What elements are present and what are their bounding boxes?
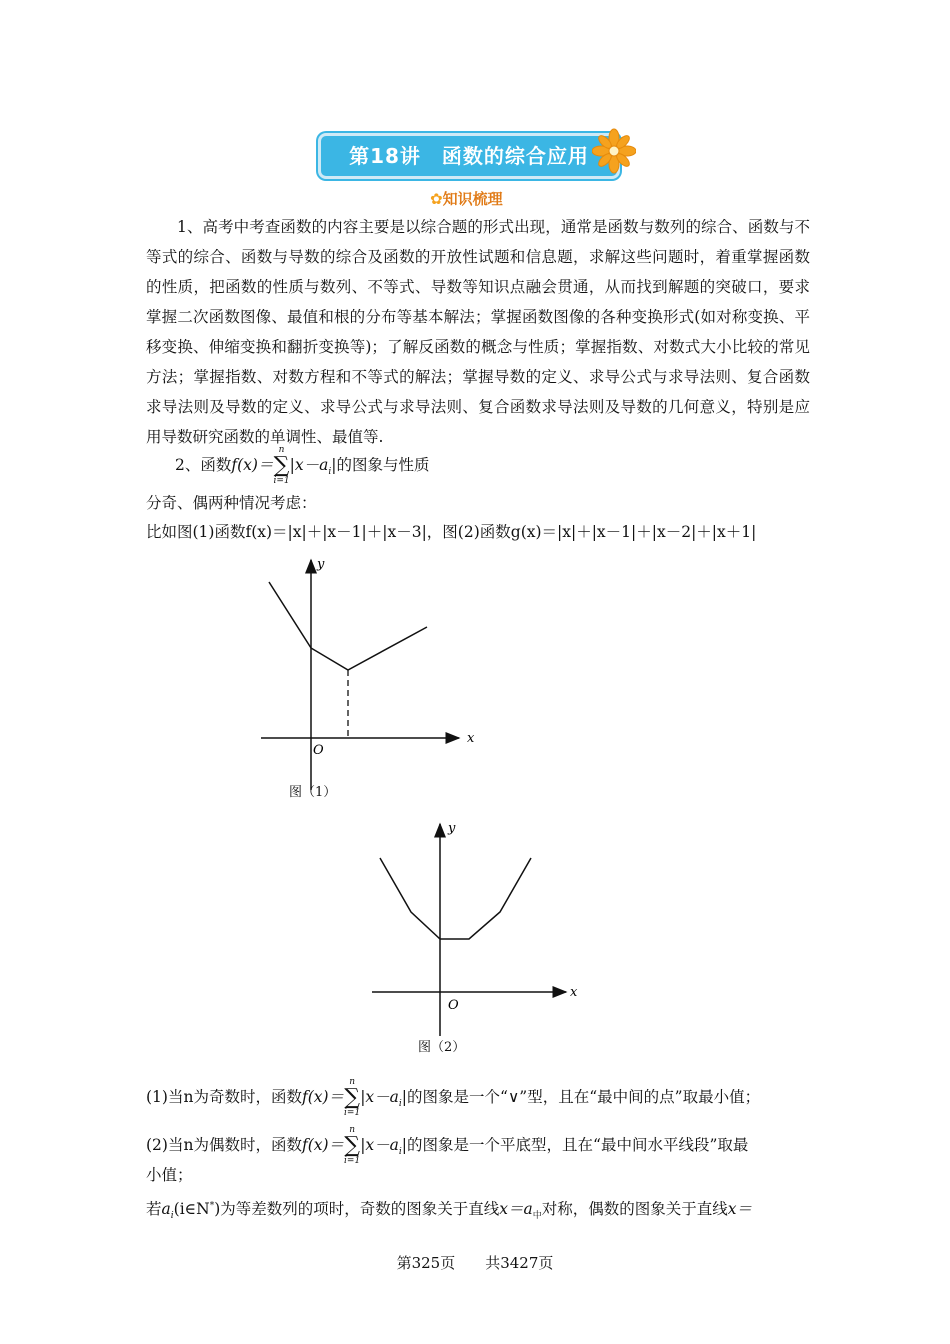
section-heading: ✿知识梳理 <box>430 190 503 208</box>
page-footer: 第325页 共3427页 <box>396 1254 554 1272</box>
origin-label: O <box>448 998 459 1013</box>
even-case-continued: 小值； <box>146 1166 193 1184</box>
sigma-symbol: n ∑ i=1 <box>344 1125 361 1166</box>
even-case-line: (2)当n为偶数时，函数f(x)＝ n ∑ i=1 $|x-a_i|$的图象是一个平底型，且在“最中间水平线段”取最 <box>146 1125 749 1166</box>
chapter-title-banner <box>318 133 620 179</box>
y-label: y <box>448 821 456 836</box>
y-label: y <box>317 557 325 572</box>
chapter-title: 第18讲 函数的综合应用 <box>349 144 589 168</box>
graph-curve <box>269 582 427 670</box>
x-label: x <box>467 731 475 746</box>
small-flower-icon: ✿ <box>430 190 443 208</box>
figure-1-caption: 图（1） <box>289 785 337 800</box>
sigma-symbol: n ∑ i=1 <box>344 1077 361 1118</box>
sigma-symbol: n ∑ i=1 <box>273 445 290 486</box>
figure-1-graph <box>255 550 485 800</box>
figure-2-graph <box>368 818 588 1043</box>
figure-2-caption: 图（2） <box>418 1040 466 1055</box>
cases-line: 分奇、偶两种情况考虑： <box>146 494 317 512</box>
odd-case-line: (1)当n为奇数时，函数f(x)＝ n ∑ i=1 $|x-a_i|$的图象是一个“∨”型，且在“最中间的点”取最小值； <box>146 1077 761 1118</box>
example-line: 比如图(1)函数f(x)＝|x|＋|x－1|＋|x－3|，图(2)函数g(x)＝|x|＋|x－1|＋|x－2|＋|x＋1| <box>146 523 757 541</box>
flower-icon <box>592 128 636 174</box>
item-2-line: 2、函数f(x)＝ n ∑ i=1 $|x-a_i|$的图象与性质 <box>175 445 430 486</box>
graph-curve <box>380 858 531 939</box>
x-label: x <box>570 985 578 1000</box>
origin-label: O <box>313 743 324 758</box>
arithmetic-sequence-line: 若$a_i(i\in N^*)$为等差数列的项时，奇数的图象关于直线$x=a_中$对称，偶数的图象关于直线x＝ <box>146 1200 753 1222</box>
paragraph-1: 1、高考中考查函数的内容主要是以综合题的形式出现，通常是函数与数列的综合、函数与不等式的综合、函数与导数的综合及函数的开放性试题和信息题，求解这些问题时，着重掌握函数的性质，把函数的性质与数列、不等式、导数等知识点融会贯通，从而找到解题的突破口，要求掌握二次函数图像、最值和根的分布等基本解法；掌握函数图像的各种变换形式(如对称变换、平移变换、伸缩变换和翻折变换等)；了解反函数的概念与性质；掌握指数、对数式大小比较的常见方法；掌握指数、对数方程和不等式的解法；掌握导数的定义、求导公式与求导法则、复合函数求导法则及导数的定义、求导公式与求导法则、复合函数求导法则及导数的几何意义，特别是应用导数研究函数的单调性、最值等. <box>146 218 810 446</box>
